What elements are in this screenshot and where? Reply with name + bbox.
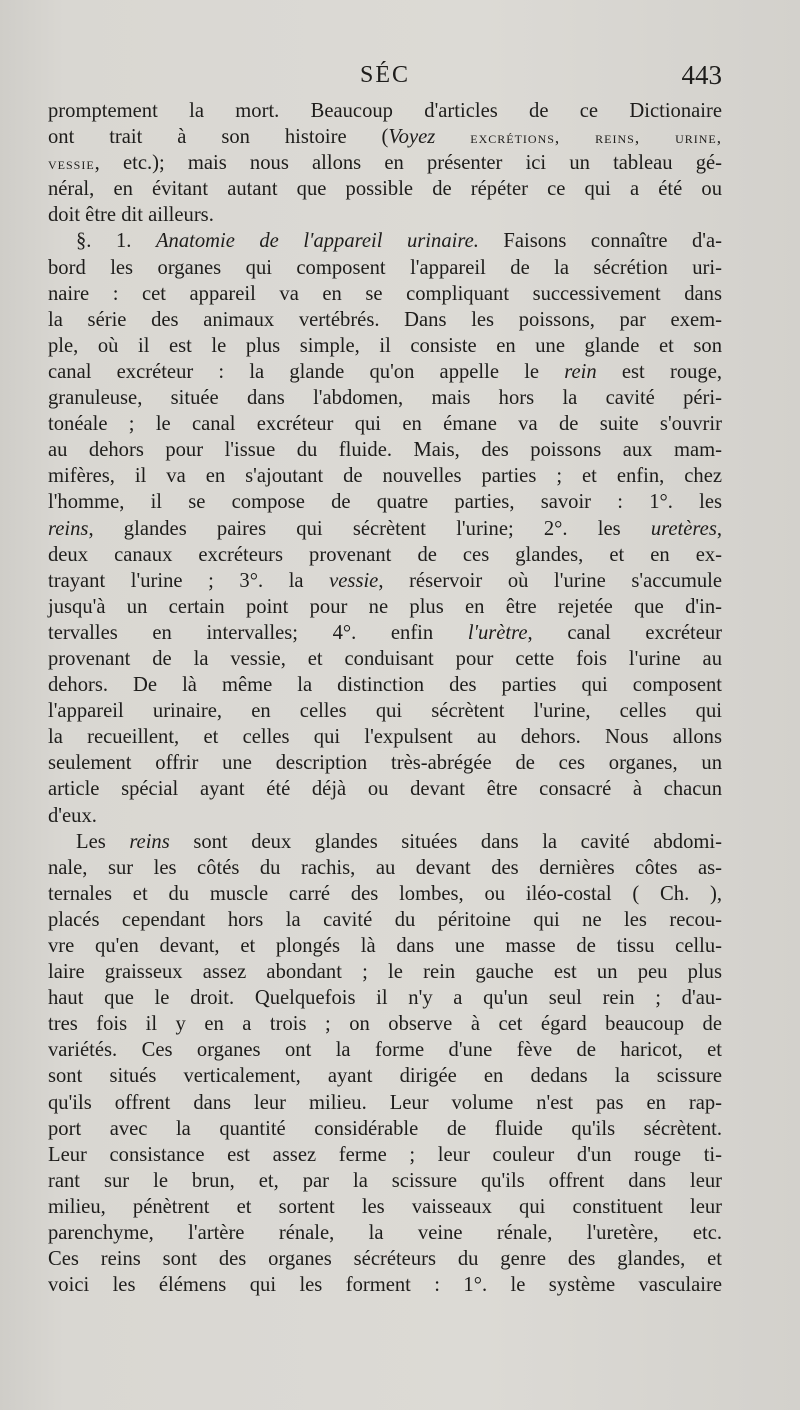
text-line: deux canaux excréteurs provenant de ces glandes, et en ex- [48,543,722,566]
text-line: tonéale ; le canal excréteur qui en émane va de suite s'ouvrir [48,413,722,436]
text-line: promptement la mort. Beaucoup d'articles de ce Dictionaire [48,100,722,122]
text-line: ternales et du muscle carré des lombes, ou iléo-costal ( Ch. ), [48,882,722,905]
text-line: la recueillent, et celles qui l'expulsent au dehors. Nous allons [48,726,722,749]
page-number: 443 [681,60,722,90]
text-line: néral, en évitant autant que possible de répéter ce qui a été ou [48,178,722,201]
text-line: trayant l'urine ; 3°. la vessie, réservoir où l'urine s'accumule [48,569,722,592]
text-line: ont trait à son histoire (Voyez excrétions, reins, urine, [48,126,722,149]
page-header [48,60,722,94]
text-line: naire : cet appareil va en se compliquant successivement dans [48,282,722,305]
text-line: dehors. De là même la distinction des parties qui composent [48,674,722,697]
text-line: l'homme, il se compose de quatre parties, savoir : 1°. les [48,491,722,514]
text-line: parenchyme, l'artère rénale, la veine rénale, l'uretère, etc. [48,1222,722,1245]
text-line: granuleuse, située dans l'abdomen, mais hors la cavité péri- [48,387,722,410]
body-text [48,98,722,1298]
text-line: provenant de la vessie, et conduisant pour cette fois l'urine au [48,647,722,670]
section-title: Anatomie de l'appareil urinaire. [155,230,479,253]
section-heading-line: §. 1. Anatomie de l'appareil urinaire. Faisons connaître d'a- [76,230,722,253]
text-line: article spécial ayant été déjà ou devant être consacré à chacun [48,778,722,801]
text-line: sont situés verticalement, ayant dirigée en dedans la scissure [48,1065,722,1088]
text-line: haut que le droit. Quelquefois il n'y a qu'un seul rein ; d'au- [48,987,722,1010]
text-line: la série des animaux vertébrés. Dans les poissons, par exem- [48,308,722,331]
text-line: port avec la quantité considérable de fluide qu'ils sécrètent. [48,1117,722,1140]
text-line: placés cependant hors la cavité du péritoine qui ne les recou- [48,908,722,931]
text-line: vessie, etc.); mais nous allons en présenter ici un tableau gé- [48,152,722,175]
text-line: jusqu'à un certain point pour ne plus en être rejetée que d'in- [48,595,722,618]
text-line: Les reins sont deux glandes situées dans la cavité abdomi- [76,830,722,853]
text-line: d'eux. [48,804,97,827]
text-line: rant sur le brun, et, par la scissure qu'ils offrent dans leur [48,1169,722,1192]
text-line: qu'ils offrent dans leur milieu. Leur volume n'est pas en rap- [48,1091,722,1114]
text-line: variétés. Ces organes ont la forme d'une fève de haricot, et [48,1039,722,1062]
text-line: canal excréteur : la glande qu'on appelle le rein est rouge, [48,360,723,383]
text-line: voici les élémens qui les forment : 1°. le système vasculaire [48,1274,722,1297]
text-line: tervalles en intervalles; 4°. enfin l'urètre, canal excréteur [48,621,722,644]
text-line: au dehors pour l'issue du fluide. Mais, des poissons aux mam- [48,439,722,462]
text-line: vre qu'en devant, et plongés là dans une masse de tissu cellu- [48,935,722,957]
text-line: ple, où il est le plus simple, il consiste en une glande et son [48,334,722,357]
text-line: reins, glandes paires qui sécrètent l'urine; 2°. les uretères, [48,517,722,540]
text-line: l'appareil urinaire, en celles qui sécrètent l'urine, celles qui [48,700,722,723]
text-line: seulement offrir une description très-abrégée de ces organes, un [48,752,722,775]
running-head: SÉC [359,62,410,88]
text-line: doit être dit ailleurs. [48,204,214,227]
text-line: tres fois il y en a trois ; on observe à cet égard beaucoup de [48,1013,722,1036]
text-line: milieu, pénètrent et sortent les vaisseaux qui constituent leur [48,1195,722,1218]
text-line: mifères, il va en s'ajoutant de nouvelles parties ; et enfin, chez [48,465,722,488]
text-line: Leur consistance est assez ferme ; leur couleur d'un rouge ti- [48,1143,722,1166]
text-line: nale, sur les côtés du rachis, au devant des dernières côtes as- [48,856,722,879]
text-line: bord les organes qui composent l'appareil de la sécrétion uri- [48,256,722,279]
text-line: laire graisseux assez abondant ; le rein gauche est un peu plus [48,961,722,984]
text-line: Ces reins sont des organes sécréteurs du genre des glandes, et [48,1248,722,1271]
